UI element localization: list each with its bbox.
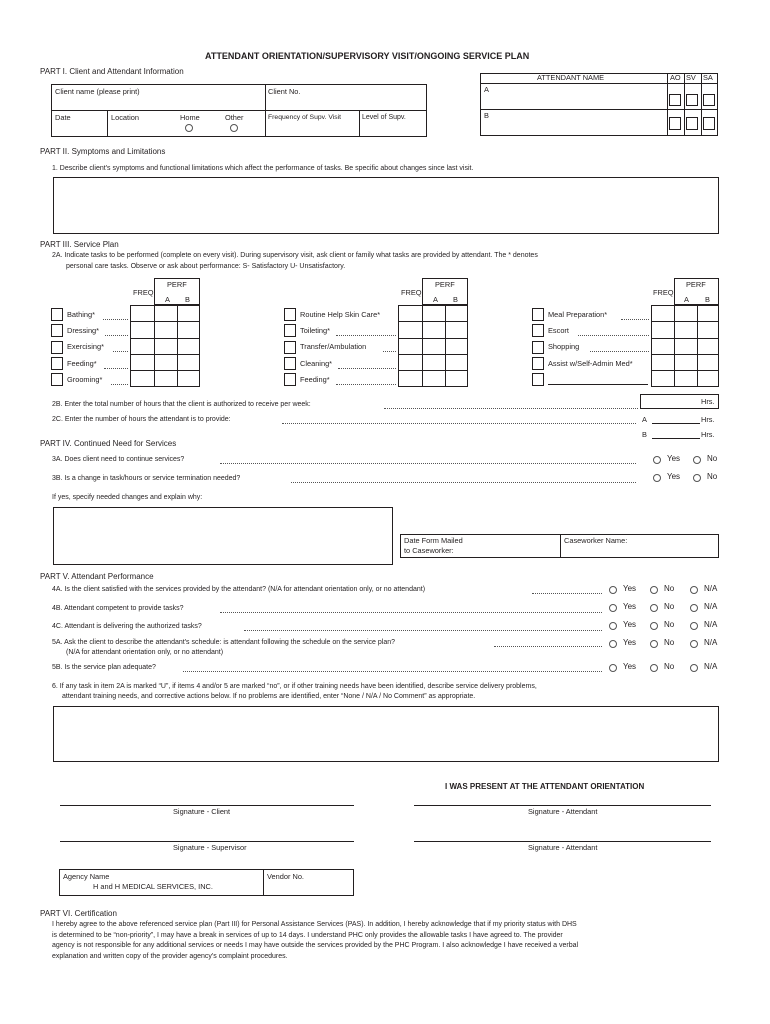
q5b-yes-radio[interactable]	[609, 664, 617, 672]
self-admin-med-checkbox[interactable]	[532, 357, 544, 370]
sig-attendant-label-2: Signature - Attendant	[528, 843, 598, 852]
ao-checkbox-a[interactable]	[669, 94, 681, 106]
supervisor-signature-line[interactable]	[60, 841, 354, 842]
form-title: ATTENDANT ORIENTATION/SUPERVISORY VISIT/ONGOING SERVICE PLAN	[205, 51, 530, 61]
q4c-no-label: No	[664, 620, 675, 629]
task-skin-care: Routine Help Skin Care*	[300, 310, 381, 319]
q2b-text: 2B. Enter the total number of hours that the client is authorized to receive per week:	[52, 401, 311, 408]
task-dressing: Dressing*	[67, 326, 100, 335]
q4a-no-label: No	[664, 584, 675, 593]
sig-attendant-label-1: Signature - Attendant	[528, 807, 598, 816]
q2a-line2: personal care tasks. Observe or ask about performance: S- Satisfactory U- Unsatisfactory.	[66, 263, 346, 270]
level-supv-label: Level of Supv.	[362, 114, 406, 121]
a-label-1: A	[165, 295, 170, 304]
cert-line3: agency is not responsible for any additional services or needs I may have outside the services provided by the PHC Program. I also acknowledge I have received a verbal	[52, 942, 579, 949]
ao-checkbox-b[interactable]	[669, 117, 681, 130]
task-toileting: Toileting*	[300, 326, 330, 335]
q4b-no-label: No	[664, 602, 675, 611]
q3b-no-label: No	[707, 472, 718, 481]
q4c-na-radio[interactable]	[690, 622, 698, 630]
cert-line4: explanation and written copy of the provider agency's complaint procedures.	[52, 953, 288, 960]
sig-supervisor-label: Signature - Supervisor	[173, 843, 247, 852]
perf-label-1: PERF	[167, 280, 187, 289]
other-radio[interactable]	[230, 124, 238, 132]
dressing-checkbox[interactable]	[51, 324, 63, 337]
q4c-no-radio[interactable]	[650, 622, 658, 630]
q4a-yes-radio[interactable]	[609, 586, 617, 594]
q4a-na-radio[interactable]	[690, 586, 698, 594]
cert-line2: is determined to be “non-priority”, I may have a break in services of up to 14 days. I understand PHC only provides the allowable tasks I have agreed to. The provider	[52, 932, 563, 939]
perf-label-2: PERF	[435, 280, 455, 289]
bathing-checkbox[interactable]	[51, 308, 63, 321]
freq-supv-label: Frequency of Supv. Visit	[268, 114, 342, 121]
q4a-text: 4A. Is the client satisfied with the services provided by the attendant? (N/A for attendant orientation only, or no attendant)	[52, 586, 426, 593]
other-label: Other	[225, 113, 244, 122]
feeding-checkbox-1[interactable]	[51, 357, 63, 370]
hours-b-label: B	[642, 430, 647, 439]
q5a-yes-radio[interactable]	[609, 640, 617, 648]
task-grid-1	[130, 305, 200, 387]
q4c-text: 4C. Attendant is delivering the authorized tasks?	[52, 623, 202, 630]
q4a-yes-label: Yes	[623, 584, 637, 593]
q3b-no-radio[interactable]	[693, 474, 701, 482]
task-feeding-1: Feeding*	[67, 359, 97, 368]
q6-line1: 6. If any task in item 2A is marked “U”, if items 4 and/or 5 are marked “no”, or if other training needs have been identified, describe service delivery problems,	[52, 683, 537, 690]
a-label-3: A	[684, 295, 689, 304]
agency-name-value: H and H MEDICAL SERVICES, INC.	[93, 882, 213, 891]
meal-prep-checkbox[interactable]	[532, 308, 544, 321]
q3a-yes-radio[interactable]	[653, 456, 661, 464]
home-radio[interactable]	[185, 124, 193, 132]
q4b-yes-label: Yes	[623, 602, 637, 611]
home-label: Home	[180, 113, 200, 122]
q4b-text: 4B. Attendant competent to provide tasks?	[52, 605, 184, 612]
q6-line2: attendant training needs, and corrective actions below. If no problems are identified, enter “None / N/A / No Comment” as appropriate.	[62, 693, 476, 700]
present-note: I WAS PRESENT AT THE ATTENDANT ORIENTATION	[445, 782, 645, 791]
part6-heading: PART VI. Certification	[40, 909, 117, 918]
q5a-na-label: N/A	[704, 638, 718, 647]
q3a-no-label: No	[707, 454, 718, 463]
total-hours-unit: Hrs.	[701, 397, 715, 406]
freq-label-1: FREQ	[133, 288, 154, 297]
part1-heading: PART I. Client and Attendant Information	[40, 67, 184, 76]
sa-checkbox-b[interactable]	[703, 117, 715, 130]
task-transfer: Transfer/Ambulation	[300, 342, 367, 351]
client-name-label: Client name (please print)	[55, 87, 140, 96]
task-grid-3	[651, 305, 719, 387]
q5a-yes-label: Yes	[623, 638, 637, 647]
task-meal-prep: Meal Preparation*	[548, 310, 608, 319]
q3b-yes-radio[interactable]	[653, 474, 661, 482]
q5b-no-label: No	[664, 662, 675, 671]
sv-checkbox-b[interactable]	[686, 117, 698, 130]
client-signature-line[interactable]	[60, 805, 354, 806]
q4c-yes-label: Yes	[623, 620, 637, 629]
b-label-3: B	[705, 295, 710, 304]
q4a-no-radio[interactable]	[650, 586, 658, 594]
attendant-row-b-label: B	[484, 111, 489, 120]
q4c-yes-radio[interactable]	[609, 622, 617, 630]
sv-header: SV	[686, 73, 696, 82]
q3b-yes-label: Yes	[667, 472, 681, 481]
date-mailed-label-2: to Caseworker:	[404, 546, 454, 555]
perf-label-3: PERF	[686, 280, 706, 289]
sv-checkbox-a[interactable]	[686, 94, 698, 106]
client-name-input[interactable]	[52, 97, 264, 109]
q5a-line1: 5A. Ask the client to describe the attendant's schedule: is attendant following the schedule on the service plan?	[52, 639, 395, 646]
symptoms-textarea[interactable]	[53, 177, 719, 234]
corrective-actions-textarea[interactable]	[53, 706, 719, 762]
q1-text: 1. Describe client's symptoms and functional limitations which affect the performance of tasks. Be specific about changes since last visit.	[52, 165, 474, 172]
q4a-na-label: N/A	[704, 584, 718, 593]
hours-a-input[interactable]	[652, 423, 700, 424]
q4b-na-radio[interactable]	[690, 604, 698, 612]
q5b-no-radio[interactable]	[650, 664, 658, 672]
escort-checkbox[interactable]	[532, 324, 544, 337]
attendant-signature-line-2[interactable]	[414, 841, 711, 842]
q4c-na-label: N/A	[704, 620, 718, 629]
other-task-checkbox[interactable]	[532, 373, 544, 386]
sig-client-label: Signature - Client	[173, 807, 231, 816]
b-label-2: B	[453, 295, 458, 304]
task-cleaning: Cleaning*	[300, 359, 333, 368]
b-label-1: B	[185, 295, 190, 304]
date-label: Date	[55, 113, 71, 122]
task-feeding-2: Feeding*	[300, 375, 330, 384]
hours-a-unit: Hrs.	[701, 415, 715, 424]
freq-label-3: FREQ	[653, 288, 674, 297]
attendant-row-a-label: A	[484, 85, 489, 94]
vendor-no-label: Vendor No.	[267, 872, 304, 881]
client-no-label: Client No.	[268, 87, 301, 96]
attendant-signature-line-1[interactable]	[414, 805, 711, 806]
skin-care-checkbox[interactable]	[284, 308, 296, 321]
q2c-text: 2C. Enter the number of hours the attendant is to provide:	[52, 416, 231, 423]
task-grooming: Grooming*	[67, 375, 103, 384]
location-label: Location	[111, 113, 139, 122]
shopping-checkbox[interactable]	[532, 341, 544, 354]
q5b-text: 5B. Is the service plan adequate?	[52, 664, 156, 671]
agency-name-label: Agency Name	[63, 872, 110, 881]
if-yes-text: If yes, specify needed changes and explain why:	[52, 494, 203, 501]
freq-label-2: FREQ	[401, 288, 422, 297]
q5a-no-radio[interactable]	[650, 640, 658, 648]
q3b-text: 3B. Is a change in task/hours or service termination needed?	[52, 475, 241, 482]
q4b-yes-radio[interactable]	[609, 604, 617, 612]
exercising-checkbox[interactable]	[51, 341, 63, 354]
hours-b-input[interactable]	[652, 438, 700, 439]
client-no-input[interactable]	[266, 97, 426, 109]
cert-line1: I hereby agree to the above referenced service plan (Part III) for Personal Assistance Services (PAS). In addition, I hereby acknowledge that if my priority status with DHS	[52, 921, 577, 928]
q4b-no-radio[interactable]	[650, 604, 658, 612]
part3-heading: PART III. Service Plan	[40, 240, 119, 249]
task-exercising: Exercising*	[67, 342, 104, 351]
cleaning-checkbox[interactable]	[284, 357, 296, 370]
part4-heading: PART IV. Continued Need for Services	[40, 439, 177, 448]
part5-heading: PART V. Attendant Performance	[40, 572, 154, 581]
q5a-na-radio[interactable]	[690, 640, 698, 648]
q5b-yes-label: Yes	[623, 662, 637, 671]
q5b-na-radio[interactable]	[690, 664, 698, 672]
part2-heading: PART II. Symptoms and Limitations	[40, 147, 166, 156]
q2a-line1: 2A. Indicate tasks to be performed (complete on every visit). During supervisory visit, ask client or family what tasks are provided by attendant. The * denotes	[52, 252, 538, 259]
changes-textarea[interactable]	[53, 507, 393, 565]
task-bathing: Bathing*	[67, 310, 95, 319]
q4b-na-label: N/A	[704, 602, 718, 611]
sa-header: SA	[703, 73, 713, 82]
toileting-checkbox[interactable]	[284, 324, 296, 337]
q5b-na-label: N/A	[704, 662, 718, 671]
hours-b-unit: Hrs.	[701, 430, 715, 439]
attendant-name-header: ATTENDANT NAME	[537, 73, 605, 82]
q5a-line2: (N/A for attendant orientation only, or no attendant)	[66, 649, 224, 656]
sa-checkbox-a[interactable]	[703, 94, 715, 106]
q3a-yes-label: Yes	[667, 454, 681, 463]
task-grid-2	[398, 305, 468, 387]
q3a-text: 3A. Does client need to continue services?	[52, 456, 185, 463]
feeding-checkbox-2[interactable]	[284, 373, 296, 386]
transfer-checkbox[interactable]	[284, 341, 296, 354]
date-mailed-label-1: Date Form Mailed	[404, 536, 463, 545]
hours-a-label: A	[642, 415, 647, 424]
q3a-no-radio[interactable]	[693, 456, 701, 464]
q5a-no-label: No	[664, 638, 675, 647]
grooming-checkbox[interactable]	[51, 373, 63, 386]
task-self-admin-med: Assist w/Self-Admin Med*	[548, 359, 633, 368]
ao-header: AO	[670, 73, 681, 82]
task-escort: Escort	[548, 326, 569, 335]
task-shopping: Shopping	[548, 342, 580, 351]
caseworker-name-label: Caseworker Name:	[564, 536, 628, 545]
a-label-2: A	[433, 295, 438, 304]
